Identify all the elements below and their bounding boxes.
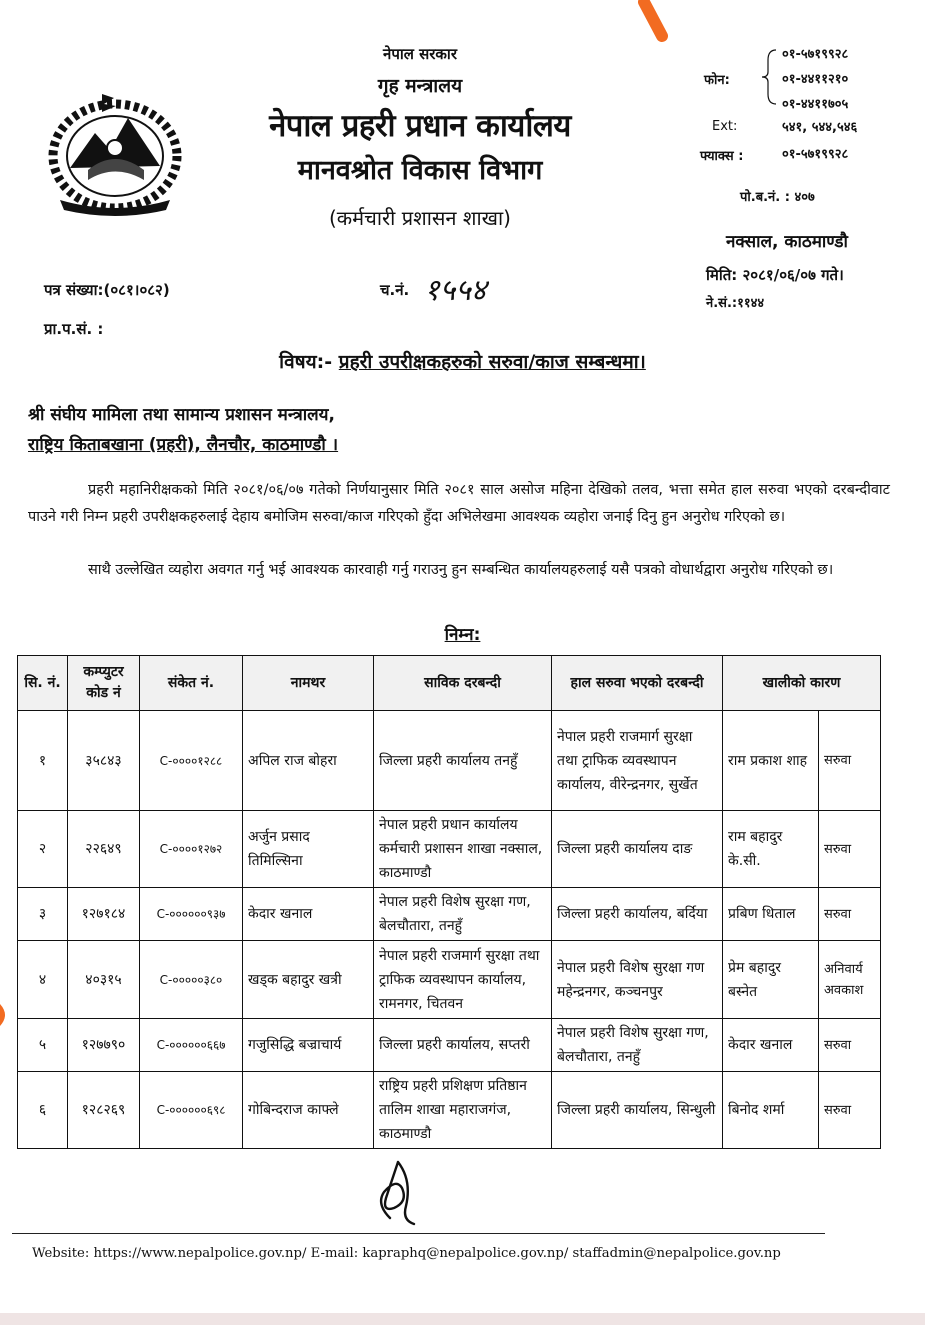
cell-code: २२६४९ [68, 811, 140, 888]
footer-divider [12, 1233, 825, 1234]
cell-sn: ४ [18, 941, 68, 1019]
table-row [18, 811, 881, 888]
dispatch-number: १५५४ [424, 273, 487, 308]
header-code: कम्प्युटर कोड नं [68, 656, 140, 711]
cell-name: खड्क बहादुर खत्री [243, 941, 374, 1019]
table-row [18, 711, 881, 811]
cell-sn: ३ [18, 888, 68, 941]
cell-sn: १ [18, 711, 68, 811]
body-paragraph: साथै उल्लेखित व्यहोरा अवगत गर्नु भई आवश्यक कारवाही गर्नु गराउनु हुन सम्बन्धित कार्यालयहरुलाई यसै पत्रको वोधार्थद्वारा अनुरोध गरिएको छ। [88, 562, 834, 578]
header-former-post: साविक दरबन्दी [374, 656, 552, 711]
phone-brace [760, 48, 778, 106]
cell-former-post: राष्ट्रिय प्रहरी प्रशिक्षण प्रतिष्ठान तालिम शाखा महाराजगंज, काठमाण्डौ [374, 1072, 552, 1149]
body-paragraph: प्रहरी महानिरीक्षकको मिति २०८१/०६/०७ गतेको निर्णयानुसार मिति २०८१ साल असोज महिना देखिको तलव, भत्ता समेत हाल सरुवा भएको दरबन्दीवाट पाउने गरी निम्न प्रहरी उपरीक्षकहरुलाई देहाय बमोजिम सरुवा/काज गरिएको हुँदा अभिलेखमा आवश्यक व्यहोरा जनाई दिनु हुन अनुरोध गरिएको छ। [28, 482, 890, 525]
signature-icon [368, 1158, 428, 1228]
header-current-post: हाल सरुवा भएको दरबन्दी [552, 656, 723, 711]
cell-current-post: जिल्ला प्रहरी कार्यालय, बर्दिया [552, 888, 723, 941]
ext-value: ५४१, ५४४,५४६ [782, 120, 858, 135]
cell-reason: सरुवा [819, 1019, 881, 1072]
cell-former-post: नेपाल प्रहरी राजमार्ग सुरक्षा तथा ट्राफिक व्यवस्थापन कार्यालय, रामनगर, चितवन [374, 941, 552, 1019]
cell-symbol: C-००००००६९८ [140, 1072, 243, 1149]
header-name: नामथर [243, 656, 374, 711]
branch-title: (कर्मचारी प्रशासन शाखा) [329, 206, 511, 230]
cell-vacant-name: बिनोद शर्मा [723, 1072, 819, 1149]
table-row [18, 888, 881, 941]
page-edge [0, 1313, 925, 1325]
orange-marker-dot [0, 1002, 10, 1028]
fax-label: फ्याक्स : [700, 149, 744, 164]
cell-sn: ५ [18, 1019, 68, 1072]
cell-former-post: जिल्ला प्रहरी कार्यालय तनहुँ [374, 711, 552, 811]
government-title: नेपाल सरकार [383, 45, 457, 63]
subject-line [0, 348, 925, 374]
cell-vacant-name: राम बहादुर के.सी. [723, 811, 819, 888]
subject-label: विषय:- [279, 351, 333, 373]
cell-vacant-name: प्रबिण धिताल [723, 888, 819, 941]
header-vacancy-reason: खालीको कारण [723, 656, 881, 711]
cell-vacant-name: राम प्रकाश शाह [723, 711, 819, 811]
table-row [18, 1072, 881, 1149]
ministry-title: गृह मन्त्रालय [377, 75, 463, 97]
table-row [18, 1019, 881, 1072]
cell-reason: सरुवा [819, 888, 881, 941]
cell-current-post: नेपाल प्रहरी विशेष सुरक्षा गण, बेलचौतारा, तनहुँ [552, 1019, 723, 1072]
footer-contact: Website: https://www.nepalpolice.gov.np/ E-mail: kapraphq@nepalpolice.gov.np/ staffadmin@nepalpolice.gov.np [32, 1246, 781, 1261]
phone-number: ०१-४४११७०५ [782, 97, 849, 112]
nepal-government-emblem-icon [40, 88, 190, 218]
office-title: नेपाल प्रहरी प्रधान कार्यालय [269, 108, 571, 144]
cell-sn: ६ [18, 1072, 68, 1149]
cell-former-post: नेपाल प्रहरी प्रधान कार्यालय कर्मचारी प्रशासन शाखा नक्साल, काठमाण्डौ [374, 811, 552, 888]
table-row [18, 941, 881, 1019]
cell-name: गोबिन्दराज काफ्ले [243, 1072, 374, 1149]
cell-code: १२७७९० [68, 1019, 140, 1072]
cell-code: १२८२६९ [68, 1072, 140, 1149]
cell-name: अर्जुन प्रसाद तिमिल्सिना [243, 811, 374, 888]
ext-label: Ext: [712, 119, 738, 134]
cell-name: अपिल राज बोहरा [243, 711, 374, 811]
cell-symbol: C-००००१२७२ [140, 811, 243, 888]
cell-former-post: नेपाल प्रहरी विशेष सुरक्षा गण, बेलचौतारा, तनहुँ [374, 888, 552, 941]
po-box: पो.ब.नं. : ४०७ [740, 190, 815, 205]
letter-reference: पत्र संख्या:(०८१।०८२) [44, 281, 170, 299]
phone-number: ०१-४४११२१० [782, 72, 849, 87]
cell-sn: २ [18, 811, 68, 888]
office-address: नक्साल, काठमाण्डौ [726, 232, 848, 252]
addressee-line: राष्ट्रिय किताबखाना (प्रहरी), लैनचौर, काठमाण्डौ । [28, 435, 339, 455]
cell-name: केदार खनाल [243, 888, 374, 941]
cell-symbol: C-०००००३८० [140, 941, 243, 1019]
phone-number: ०१-५७१९९२८ [782, 47, 849, 62]
orange-marker-stroke [638, 0, 668, 44]
dispatch-label: च.नं. [380, 281, 410, 299]
cell-symbol: C-००००००९३७ [140, 888, 243, 941]
cell-vacant-name: प्रेम बहादुर बस्नेत [723, 941, 819, 1019]
cell-reason: सरुवा [819, 1072, 881, 1149]
cell-current-post: नेपाल प्रहरी राजमार्ग सुरक्षा तथा ट्राफिक व्यवस्थापन कार्यालय, वीरेन्द्रनगर, सुर्खेत [552, 711, 723, 811]
letter-date: मिति: २०८१/०६/०७ गते। [706, 266, 844, 284]
cell-name: गजुसिद्धि बज्राचार्य [243, 1019, 374, 1072]
subject-text: प्रहरी उपरीक्षकहरुको सरुवा/काज सम्बन्धमा। [338, 351, 646, 373]
transfer-table [17, 655, 881, 1149]
cell-reason: सरुवा [819, 811, 881, 888]
cell-symbol: C-००००१२८८ [140, 711, 243, 811]
cell-code: ३५८४३ [68, 711, 140, 811]
fax-value: ०१-५७१९९२८ [782, 147, 849, 162]
cell-current-post: जिल्ला प्रहरी कार्यालय दाङ [552, 811, 723, 888]
list-heading: निम्न: [444, 625, 481, 645]
cell-reason: सरुवा [819, 711, 881, 811]
cell-code: ४०३१५ [68, 941, 140, 1019]
department-title: मानवश्रोत विकास विभाग [297, 155, 543, 186]
cell-reason: अनिवार्य अवकाश [819, 941, 881, 1019]
header-sn: सि. नं. [18, 656, 68, 711]
header-symbol: संकेत नं. [140, 656, 243, 711]
phone-label: फोन: [704, 73, 730, 88]
cell-former-post: जिल्ला प्रहरी कार्यालय, सप्तरी [374, 1019, 552, 1072]
cell-current-post: नेपाल प्रहरी विशेष सुरक्षा गण महेन्द्रनगर, कञ्चनपुर [552, 941, 723, 1019]
nepal-sambat-date: ने.सं.:११४४ [706, 296, 765, 311]
cell-code: १२७१८४ [68, 888, 140, 941]
table-header-row [18, 656, 881, 711]
cell-current-post: जिल्ला प्रहरी कार्यालय, सिन्धुली [552, 1072, 723, 1149]
prps-label: प्रा.प.सं. : [44, 320, 104, 338]
addressee-line: श्री संघीय मामिला तथा सामान्य प्रशासन मन्त्रालय, [28, 405, 335, 425]
cell-vacant-name: केदार खनाल [723, 1019, 819, 1072]
cell-symbol: C-००००००६६७ [140, 1019, 243, 1072]
